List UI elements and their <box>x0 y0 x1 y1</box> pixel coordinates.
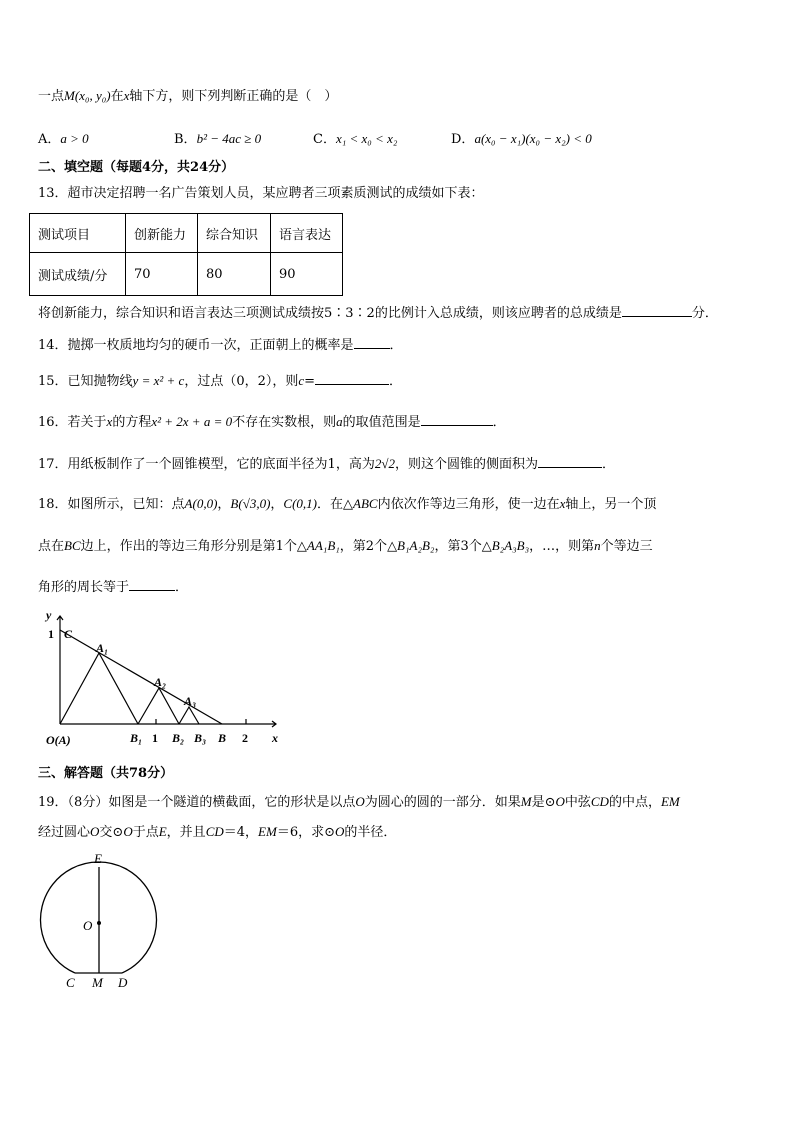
q19-line-1: 19．（8分）如图是一个隧道的横截面，它的形状是以点O为圆心的圆的一部分．如果M是⊙O中弦CD的中点，EM <box>38 794 680 810</box>
option-d[interactable]: D．a(x₀ − x₁)(x₀ − x₂) < 0 <box>451 131 592 147</box>
label-x: x <box>272 731 278 745</box>
label-one-y: 1 <box>48 627 54 641</box>
q16: 16．若关于x的方程x² + 2x + a = 0不存在实数根，则a的取值范围是 ． <box>38 411 506 433</box>
line-bc <box>60 630 222 724</box>
label-y: y <box>46 608 52 622</box>
section-solution-title: 三、解答题（共78分） <box>38 766 174 781</box>
q14: 14．抛掷一枚质地均匀的硬币一次，正面朝上的概率是 ． <box>38 334 403 356</box>
q19-figure <box>38 850 168 992</box>
label-a2: A₂ <box>154 675 167 689</box>
label-origin: O(A) <box>46 733 71 747</box>
q17: 17．用纸板制作了一个圆锥模型，它的底面半径为1，高为2√2，则这个圆锥的侧面积为 ． <box>38 453 615 475</box>
triangle-2 <box>138 688 179 724</box>
q12-continuation: 一点M(x₀, y₀)在x轴下方，则下列判断正确的是（ ） <box>38 88 338 104</box>
table-row <box>30 214 343 253</box>
label-one-x: 1 <box>152 731 158 745</box>
triangle-1 <box>60 653 138 724</box>
q13-question: 将创新能力，综合知识和语言表达三项测试成绩按5∶3∶2的比例计入总成绩，则该应聘者的总成绩是 分． <box>38 302 718 324</box>
label-d: D <box>118 975 128 990</box>
q18-figure <box>38 608 288 750</box>
q12-options <box>38 128 738 148</box>
table-cell: 80 <box>198 253 271 296</box>
center-point <box>97 921 101 925</box>
label-c: C <box>66 975 75 990</box>
table-header-cell: 创新能力 <box>126 214 198 253</box>
q18-line-1: 18．如图所示，已知：点A(0,0)，B(√3,0)，C(0,1)．在△ABC内依次作等边三角形，使一边在x轴上，另一个顶 <box>38 496 657 512</box>
answer-blank[interactable] <box>538 453 602 468</box>
answer-blank[interactable] <box>354 334 390 349</box>
label-e: E <box>94 851 102 866</box>
q18-line-2: 点在BC边上，作出的等边三角形分别是第1个△AA₁B₁，第2个△B₁A₂B₂，第3个△B₂A₃B₃，…，则第n个等边三 <box>38 538 653 554</box>
label-o: O <box>83 918 93 933</box>
label-b1: B₁ <box>130 731 143 745</box>
label-m: M <box>92 975 103 990</box>
answer-blank[interactable] <box>421 411 493 426</box>
label-a1: A₁ <box>96 641 109 655</box>
q19-line-2: 经过圆心O交⊙O于点E，并且CD＝4，EM＝6，求⊙O的半径． <box>38 824 397 840</box>
table-header-cell: 测试项目 <box>30 214 126 253</box>
label-b3: B₃ <box>194 731 207 745</box>
option-c[interactable]: C．x₁ < x₀ < x₂ <box>313 131 398 147</box>
table-header-cell: 综合知识 <box>198 214 271 253</box>
label-a3: A₃ <box>184 694 197 708</box>
q18-line-3: 角形的周长等于 ． <box>38 576 188 598</box>
table-row-label: 测试成绩/分 <box>30 253 126 296</box>
table-cell: 70 <box>126 253 198 296</box>
option-a[interactable]: A．a > 0 <box>38 131 89 147</box>
answer-blank[interactable] <box>129 576 175 591</box>
table-cell: 90 <box>271 253 343 296</box>
label-b2: B₂ <box>172 731 185 745</box>
option-b[interactable]: B．b² − 4ac ≥ 0 <box>174 131 262 147</box>
answer-blank[interactable] <box>315 370 389 385</box>
answer-blank[interactable] <box>622 302 692 317</box>
q15: 15．已知抛物线y = x² + c，过点（0，2），则c= ． <box>38 370 402 392</box>
q13-stem: 13．超市决定招聘一名广告策划人员，某应聘者三项素质测试的成绩如下表： <box>38 186 484 201</box>
section-fill-blank-title: 二、填空题（每题4分，共24分） <box>38 160 235 175</box>
label-two: 2 <box>242 731 248 745</box>
table-header-cell: 语言表达 <box>271 214 343 253</box>
label-c: C <box>64 627 73 641</box>
score-table <box>29 213 343 296</box>
label-b: B <box>218 731 227 745</box>
table-row <box>30 253 343 296</box>
